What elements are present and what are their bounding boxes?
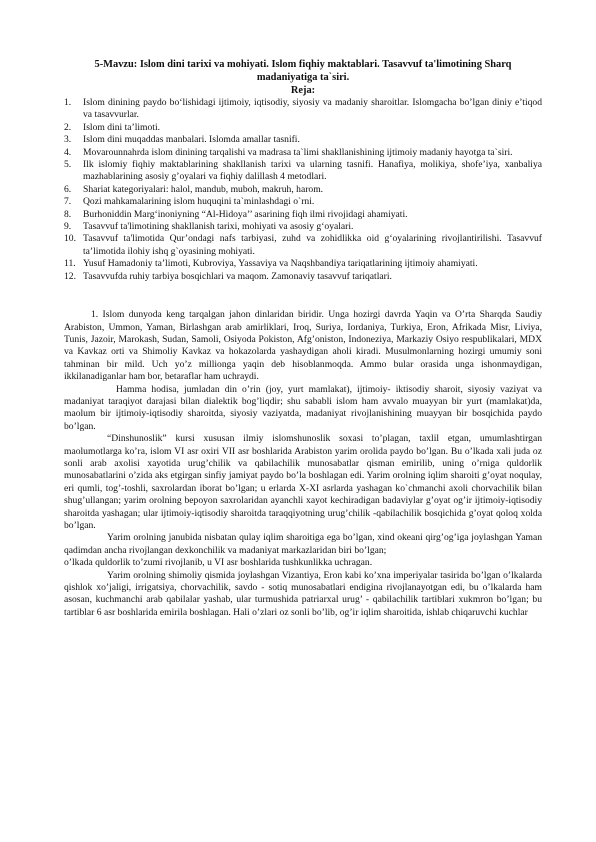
plan-item-number: 5. [64, 159, 72, 171]
plan-heading: Reja: [290, 85, 316, 96]
plan-item-text: Tasavvuf ta'limotida Qur’ondagi nafs tarbiyasi, zuhd va zohidlikka oid g‘oyalarining rivojlantirilishi. Tasavvuf ta’limotida ilohiy ishq g`oyasining mohiyati. [83, 233, 542, 257]
plan-item [64, 271, 542, 283]
plan-item [64, 184, 542, 196]
plan-item [64, 122, 542, 134]
plan-item-text: Yusuf Hamadoniy ta’limoti, Kubroviya, Yassaviya va Naqshbandiya tariqatlarining ijtimoiy ahamiyati. [83, 258, 478, 270]
plan-item-text: Islom dini muqaddas manbalari. Islomda amallar tasnifi. [83, 134, 300, 146]
plan-item-number: 3. [64, 134, 72, 146]
plan-item-text: Tasavvufda ruhiy tarbiya bosqichlari va maqom. Zamonaviy tasavvuf tariqatlari. [83, 270, 392, 282]
plan-item-text: Burhoniddin Marg‘inoniyning “Al-Hidoya’’ asarining fiqh ilmi rivojidagi ahamiyati. [83, 208, 408, 220]
document-page [64, 58, 542, 619]
plan-item [64, 196, 542, 208]
plan-item-number: 8. [64, 208, 72, 220]
body-paragraph: Yarim orolning janubida nisbatan qulay iqlim sharoitiga ega bo’lgan, xind okeani qirg’og’iga joylashgan Yaman qadimdan ancha rivojlangan dexkonchilik va madaniyat markazlaridan biri bo’lgan; [64, 532, 542, 556]
plan-item [64, 134, 542, 146]
plan-item-text: Qozi mahkamalarining islom huquqini ta`minlashdagi o`rni. [83, 196, 315, 208]
plan-item-text: Islom dinining paydo bo‘lishidagi ijtimoiy, iqtisodiy, siyosiy va madaniy sharoitlar. Islomgacha bo’lgan diniy e’tiqod va tasavvurlar. [83, 97, 542, 121]
body-paragraph: “Dinshunoslik” kursi xususan ilmiy islomshunoslik soxasi to’plagan, taxlil etgan, umumlashtirgan maolumotlarga ko’ra, islom VI asr oxiri VII asr boshlarida Arabiston yarim orolida paydo bo’lgan. Bu o’lkada xali juda oz sonli arab axolisi xayotida urug’chilik va qabilachilik munosabatlar qisman emirilib, uning o’rniga quldorlik munosabatlarini o’zida aks etgirgan sinfiy jamiyat paydo bo’la boshlagan edi. Yarim orolning iqlim sharoiti g’oyat noqulay, eri qumli, tog’-toshli, saxrolardan iborat bo’lgan; u erlarda X-XI asrlarda yashagan ko`chmanchi axoli chorvachilik bilan shug’ullangan; yarim orolning bepoyon saxrolaridan ayanchli xayot kechiradigan badaviylar g’oyat og’ir ijtimoiy-iqtisodiy sharoitda yashagan; ular ijtimoiy-iqtisodiy sharoitda taraqqiyotning urug’chilik -qabilachilik bosqichida g’oyat qoloq xolda bo’lgan. [64, 433, 542, 531]
plan-item-number: 6. [64, 183, 72, 195]
body-paragraph: o’lkada quldorlik to’zumi rivojlanib, u VI asr boshlarida tushkunlikka uchragan. [64, 557, 373, 569]
plan-item-number: 7. [64, 196, 72, 208]
plan-item [64, 97, 542, 122]
plan-item [64, 233, 542, 258]
plan-item-number: 11. [64, 258, 76, 270]
plan-item-text: Tasavvuf ta'limotining shakllanish tarixi, mohiyati va asosiy g‘oyalari. [83, 221, 354, 233]
plan-item [64, 159, 542, 184]
lesson-plan-list [64, 97, 542, 283]
plan-item-number: 12. [64, 270, 76, 282]
section-spacer [64, 283, 542, 309]
plan-item-number: 10. [64, 233, 76, 245]
plan-item-number: 9. [64, 221, 72, 233]
plan-item-text: Ilk islomiy fiqhiy maktablarining shakllanish tarixi va ularning tasnifi. Hanafiya, molikiya, shofe’iya, xanbaliya mazhablarining asosiy g’oyalari va fiqhiy dalillash 4 metodlari. [83, 159, 542, 183]
plan-item-text: Islom dini ta’limoti. [83, 121, 161, 133]
lesson-title: 5-Mavzu: Islom dini tarixi va mohiyati. Islom fiqhiy maktablari. Tasavvuf ta'limotining Sharq madaniyatiga ta`siri. [94, 59, 512, 83]
plan-item-text: Movarounnahrda islom dinining tarqalishi va madrasa ta`limi shakllanishining ijtimoiy madaniy hayotga ta`siri. [83, 146, 513, 158]
body-paragraph: Hamma hodisa, jumladan din o’rin (joy, yurt mamlakat), ijtimoiy- iktisodiy sharoit, siyosiy vaziyat va madaniyat taraqiyot darajasi bilan dialektik bog’liqdir; shu sababli islom ham avvalo muayyan bir yurt (mamlakat)da, maolum bir ijtimoiy-iqtisodiy sharoitda, siyosiy vaziyatda, madaniyat rivojlanishining muayyan bir bosqichida paydo bo’lgan. [64, 383, 542, 432]
plan-item [64, 209, 542, 221]
body-paragraph: 1. Islom dunyoda keng tarqalgan jahon dinlaridan biridir. Unga hozirgi davrda Yaqin va O’rta Sharqda Saudiy Arabiston, Ummon, Yaman, Birlashgan arab amirliklari, Iroq, Suriya, Iordaniya, Turkiya, Eron, Afrikada Misr, Liviya, Tunis, Jazoir, Marokash, Sudan, Samoli, Osiyoda Pokiston, Afg’oniston, Indoneziya, Markaziy Osiyo respublikalari, MDX va Kavkaz orti va Shimoliy Kavkaz va hokazolarda yashaydigan aholi kiradi. Musulmonlarning hozirgi umumiy soni tahminan bir mild. Uch yo’z millionga yaqin deb hisoblanmoqda. Ammo bular orasida unga ishonmaydigan, ikkilanadiganlar ham bor, betaraflar ham uchraydi. [64, 309, 542, 383]
body-paragraph: Yarim orolning shimoliy qismida joylashgan Vizantiya, Eron kabi ko’xna imperiyalar tasirida bo’lgan o’lkalarda qishlok xo’jaligi, irrigatsiya, chorvachilik, savdo - sotiq munosabatlari endigina rivojlanayotgan edi, bu o’lkalarda ham asosan, kuchmanchi arab qabilalar yashab, ular turmushida patriarxal urug’ - qabilachilik tartiblari xukmron bo’lgan; bu tartiblar 6 asr boshlarida emirila boshlagan. Hali o’zlari oz sonli bo’lib, og’ir iqlim sharoitida, ishlab chiqaruvchi kuchlar [64, 569, 542, 618]
plan-item [64, 147, 542, 159]
plan-item-text: Shariat kategoriyalari: halol, mandub, muboh, makruh, harom. [83, 183, 324, 195]
plan-item-number: 2. [64, 121, 72, 133]
plan-item-number: 4. [64, 146, 72, 158]
plan-item-number: 1. [64, 97, 72, 108]
plan-item [64, 258, 542, 270]
plan-item [64, 221, 542, 233]
